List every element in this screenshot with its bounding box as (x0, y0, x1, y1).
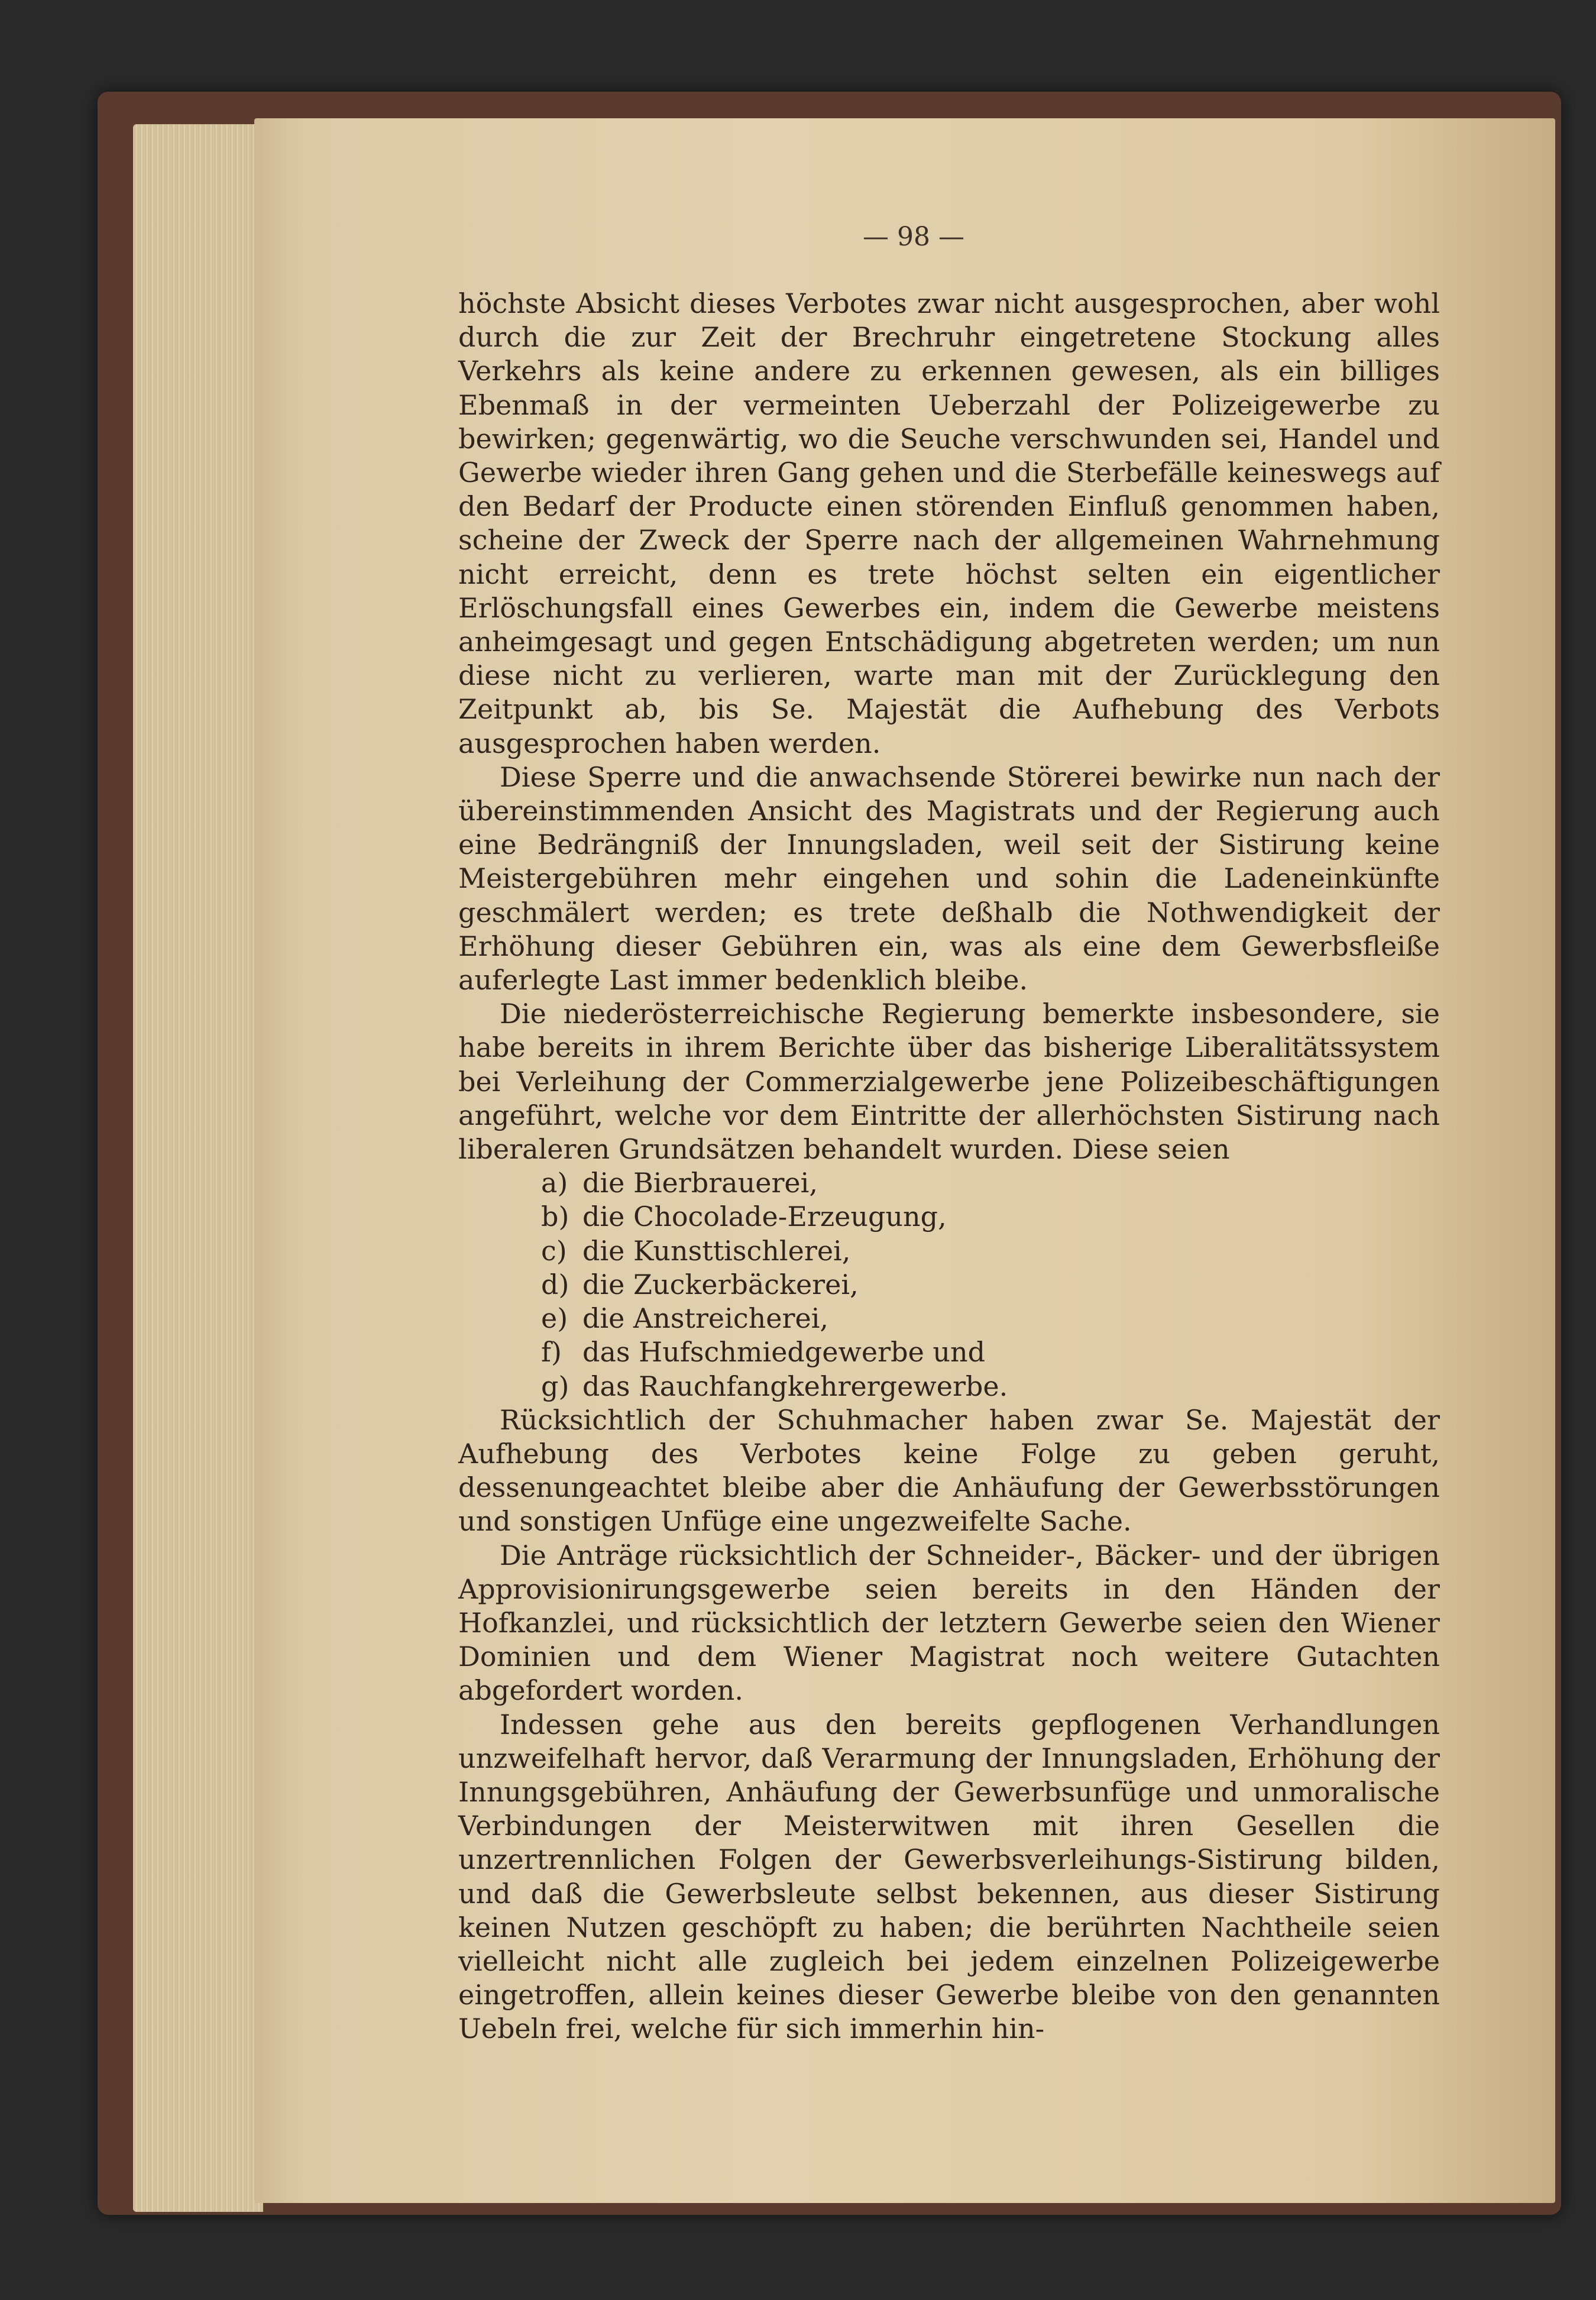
list-item: b) die Chocolade-Erzeugung, (541, 1201, 947, 1233)
list-item: c) die Kunsttischlerei, (541, 1234, 851, 1267)
page-body (458, 287, 1440, 2046)
paragraph-6: Indessen gehe aus den bereits gepflogenen Verhandlungen unzweifelhaft hervor, daß Verarmung der Innungsladen, Erhöhung der Innungsgebühren, Anhäufung der Gewerbsunfüge und unmoralische Verbindungen der Meisterwitwen mit ihren Gesellen die unzertrennlichen Folgen der Gewerbsverleihungs-Sistirung bilden, und daß die Gewerbsleute selbst bekennen, aus dieser Sistirung keinen Nutzen geschöpft zu haben; die berührten Nachtheile seien vielleicht nicht alle zugleich bei jedem einzelnen Polizeigewerbe eingetroffen, allein keines dieser Gewerbe bleibe von den genannten Uebeln frei, welche für sich immerhin hin- (458, 1708, 1440, 2045)
list-item: g) das Rauchfangkehrergewerbe. (541, 1370, 1008, 1402)
paragraph-2: Diese Sperre und die anwachsende Störerei bewirke nun nach der übereinstimmenden Ansicht des Magistrats und der Regierung auch eine Bedrängniß der Innungsladen, weil seit der Sistirung keine Meistergebühren mehr eingehen und sohin die Ladeneinkünfte geschmälert werden; es trete deßhalb die Nothwendigkeit der Erhöhung dieser Gebühren ein, was als eine dem Gewerbsfleiße auferlegte Last immer bedenklich bleibe. (458, 761, 1440, 997)
page-number: — 98 — (863, 222, 964, 252)
list-item: d) die Zuckerbäckerei, (541, 1268, 859, 1301)
paragraph-3: Die niederösterreichische Regierung bemerkte insbesondere, sie habe bereits in ihrem Berichte über das bisherige Liberalitätssystem bei Verleihung der Commerzialgewerbe jene Polizeibeschäftigungen angeführt, welche vor dem Eintritte der allerhöchsten Sistirung nach liberaleren Grundsätzen behandelt wurden. Diese seien (458, 998, 1440, 1166)
list-item: f) das Hufschmiedgewerbe und (541, 1336, 986, 1369)
list-item: a) die Bierbrauerei, (541, 1167, 818, 1199)
paragraph-4: Rücksichtlich der Schuhmacher haben zwar Se. Majestät der Aufhebung des Verbotes keine Folge zu geben geruht, dessenungeachtet bleibe aber die Anhäufung der Gewerbsstörungen und sonstigen Unfüge eine ungezweifelte Sache. (458, 1403, 1440, 1538)
paragraph-1: höchste Absicht dieses Verbotes zwar nicht ausgesprochen, aber wohl durch die zur Zeit der Brechruhr eingetretene Stockung alles Verkehrs als keine andere zu erkennen gewesen, als ein billiges Ebenmaß in der vermeinten Ueberzahl der Polizeigewerbe zu bewirken; gegenwärtig, wo die Seuche verschwunden sei, Handel und Gewerbe wieder ihren Gang gehen und die Sterbefälle keineswegs auf den Bedarf der Producte einen störenden Einfluß genommen haben, scheine der Zweck der Sperre nach der allgemeinen Wahrnehmung nicht erreicht, denn es trete höchst selten ein eigentlicher Erlöschungsfall eines Gewerbes ein, indem die Gewerbe meistens anheimgesagt und gegen Entschädigung abgetreten werden; um nun diese nicht zu verlieren, warte man mit der Zurücklegung den Zeitpunkt ab, bis Se. Majestät die Aufhebung des Verbots ausgesprochen haben werden. (458, 287, 1440, 759)
trade-list (458, 1166, 1440, 1403)
list-item: e) die Anstreicherei, (541, 1302, 829, 1335)
paragraph-5: Die Anträge rücksichtlich der Schneider-, Bäcker- und der übrigen Approvisionirungsgewerbe seien bereits in den Händen der Hofkanzlei, und rücksichtlich der letztern Gewerbe seien den Wiener Dominien und dem Wiener Magistrat noch weitere Gutachten abgefordert worden. (458, 1539, 1440, 1707)
page-edges (133, 124, 263, 2212)
